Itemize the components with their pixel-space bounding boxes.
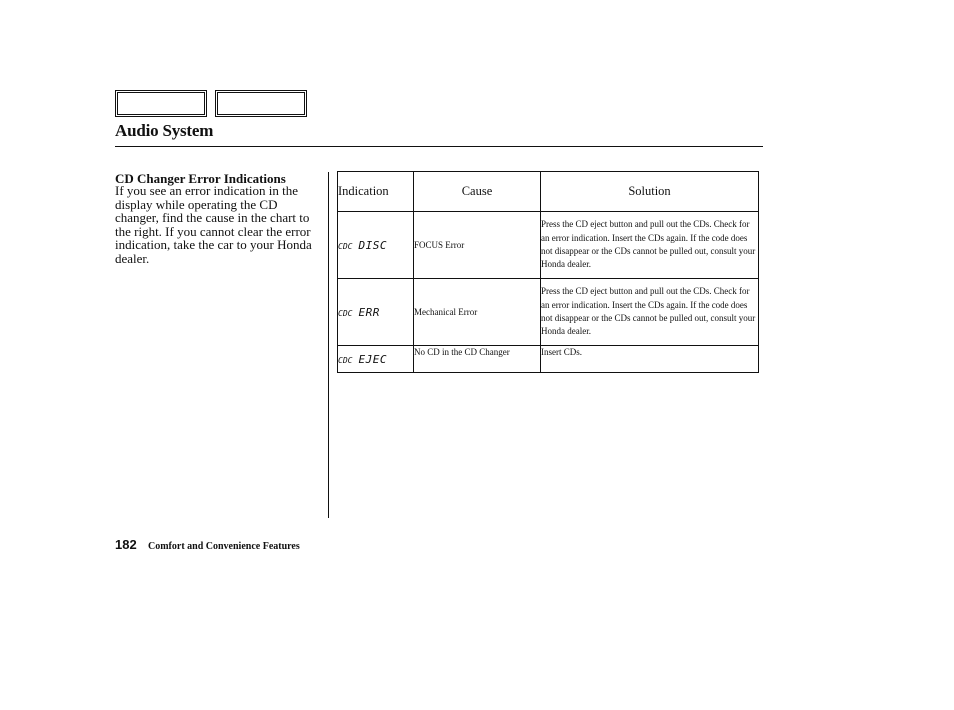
- lcd-code: EJEC: [358, 353, 387, 366]
- lcd-indicator: [338, 239, 387, 252]
- column-header-cause: Cause: [414, 172, 541, 212]
- indication-cell: [338, 212, 414, 279]
- title-divider: [115, 146, 763, 147]
- error-table: [337, 171, 759, 373]
- page-title: Audio System: [115, 121, 214, 140]
- table-row: [338, 212, 759, 279]
- lcd-prefix: CDC: [338, 356, 353, 365]
- nav-tab-previous[interactable]: [115, 90, 207, 117]
- solution-cell: Press the CD eject button and pull out the CDs. Check for an error indication. Insert the CDs again. If the code does not disappear or the CDs cannot be pulled out, consult your Honda dealer.: [541, 279, 759, 346]
- page-number: 182: [115, 537, 137, 552]
- footer-section-label: Comfort and Convenience Features: [148, 541, 300, 552]
- lcd-prefix: CDC: [338, 309, 353, 318]
- column-header-indication: Indication: [338, 172, 414, 212]
- nav-tab-next[interactable]: [215, 90, 307, 117]
- lcd-code: DISC: [358, 239, 387, 252]
- lcd-indicator: [338, 306, 380, 319]
- lcd-indicator: [338, 353, 387, 366]
- table-row: [338, 279, 759, 346]
- lcd-prefix: CDC: [338, 242, 353, 251]
- cause-cell: Mechanical Error: [414, 279, 541, 346]
- indication-cell: [338, 279, 414, 346]
- table-header-row: [338, 172, 759, 212]
- indication-cell: [338, 346, 414, 373]
- section-body: If you see an error indication in the display while operating the CD changer, find the cause in the chart to the right. If you cannot clear the error indication, take the car to your Honda dealer.: [115, 183, 312, 266]
- column-header-solution: Solution: [541, 172, 759, 212]
- lcd-code: ERR: [358, 306, 380, 319]
- cause-cell: FOCUS Error: [414, 212, 541, 279]
- column-divider: [328, 172, 329, 518]
- table-row: [338, 346, 759, 373]
- cause-cell: No CD in the CD Changer: [414, 346, 541, 373]
- solution-cell: Press the CD eject button and pull out the CDs. Check for an error indication. Insert the CDs again. If the code does not disappear or the CDs cannot be pulled out, consult your Honda dealer.: [541, 212, 759, 279]
- solution-cell: Insert CDs.: [541, 346, 759, 373]
- section-heading: CD Changer Error Indications: [115, 171, 286, 186]
